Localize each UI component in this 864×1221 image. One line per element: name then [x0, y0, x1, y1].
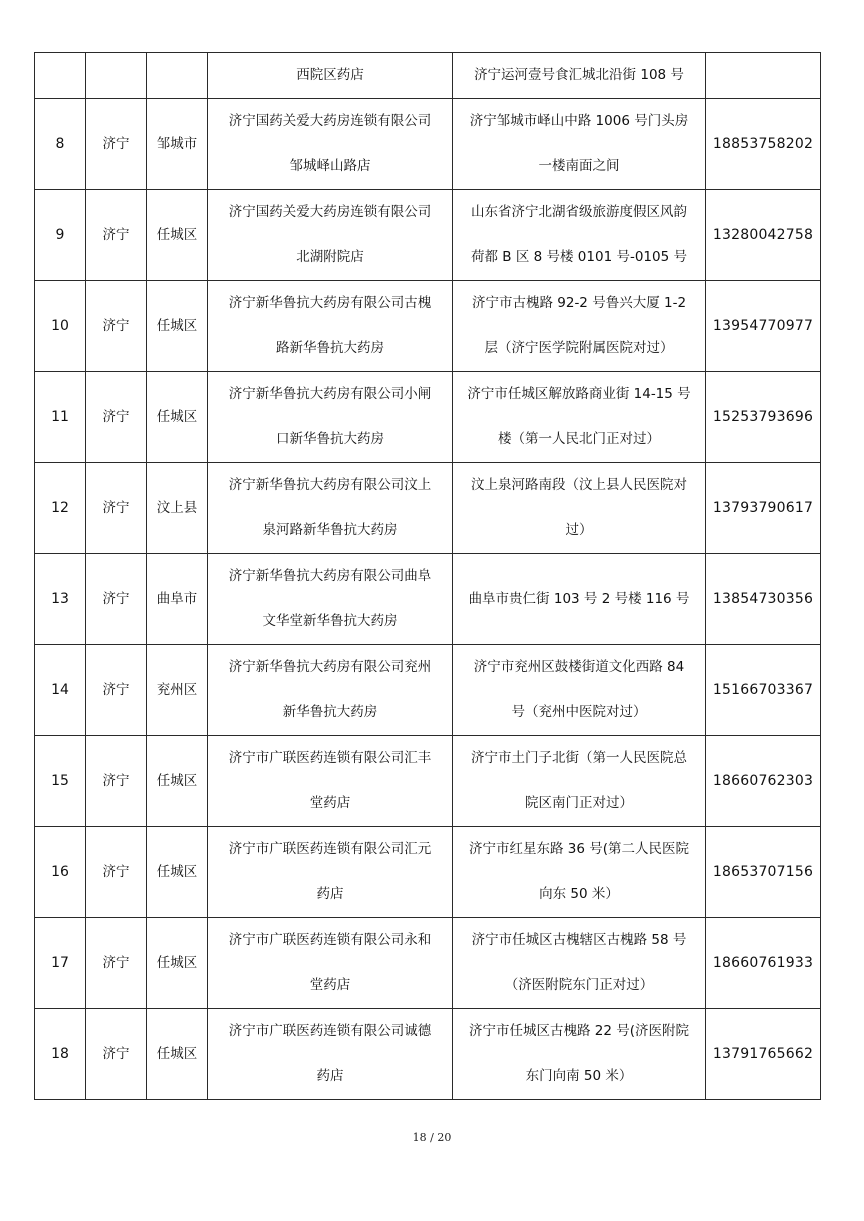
- cell-phone: 13793790617: [706, 463, 821, 554]
- cell-no: 9: [35, 190, 86, 281]
- table-row: [35, 372, 821, 463]
- cell-phone: 13280042758: [706, 190, 821, 281]
- pharmacy-name-line: 济宁市广联医药连锁有限公司永和: [228, 932, 432, 948]
- cell-pharmacy-name: [208, 281, 453, 372]
- pharmacy-name-line: 济宁新华鲁抗大药房有限公司小闸: [228, 386, 432, 402]
- cell-pharmacy-name: [208, 463, 453, 554]
- address-line: 济宁市兖州区鼓楼街道文化西路 84: [473, 659, 685, 675]
- cell-city: 济宁: [86, 645, 147, 736]
- cell-phone: 18853758202: [706, 99, 821, 190]
- cell-address: [453, 736, 706, 827]
- cell-pharmacy-name: [208, 372, 453, 463]
- cell-no: 12: [35, 463, 86, 554]
- cell-city: [86, 53, 147, 99]
- cell-pharmacy-name: [208, 554, 453, 645]
- pharmacy-name-line: 泉河路新华鲁抗大药房: [262, 522, 398, 538]
- cell-city: 济宁: [86, 99, 147, 190]
- cell-city: 济宁: [86, 281, 147, 372]
- cell-pharmacy-name: [208, 1009, 453, 1100]
- pharmacy-name-line: 济宁新华鲁抗大药房有限公司兖州: [228, 659, 432, 675]
- cell-no: 13: [35, 554, 86, 645]
- pharmacy-name-line: 济宁国药关爱大药房连锁有限公司: [228, 204, 432, 220]
- pharmacy-name-line: 西院区药店: [296, 67, 364, 83]
- pharmacy-name-line: 口新华鲁抗大药房: [276, 431, 384, 447]
- pharmacy-name-line: 药店: [316, 1068, 344, 1084]
- cell-phone: 18653707156: [706, 827, 821, 918]
- cell-pharmacy-name: [208, 645, 453, 736]
- cell-pharmacy-name: [208, 736, 453, 827]
- pharmacy-name-line: 济宁新华鲁抗大药房有限公司曲阜: [228, 568, 432, 584]
- cell-no: 11: [35, 372, 86, 463]
- cell-city: 济宁: [86, 190, 147, 281]
- cell-phone: 13954770977: [706, 281, 821, 372]
- address-line: 过）: [565, 522, 593, 538]
- cell-pharmacy-name: [208, 918, 453, 1009]
- table-row: [35, 281, 821, 372]
- pharmacy-name-line: 文华堂新华鲁抗大药房: [262, 613, 398, 629]
- cell-phone: 18660761933: [706, 918, 821, 1009]
- cell-pharmacy-name: [208, 190, 453, 281]
- pharmacy-name-line: 药店: [316, 886, 344, 902]
- cell-address: [453, 372, 706, 463]
- address-line: 号（兖州中医院对过）: [511, 704, 647, 720]
- address-line: 向东 50 米）: [539, 886, 619, 902]
- pharmacy-table: [34, 52, 821, 1100]
- address-line: 济宁运河壹号食汇城北沿街 108 号: [474, 67, 684, 83]
- cell-pharmacy-name: [208, 99, 453, 190]
- cell-no: 18: [35, 1009, 86, 1100]
- cell-district: 任城区: [147, 736, 208, 827]
- cell-address: [453, 827, 706, 918]
- cell-district: 任城区: [147, 372, 208, 463]
- cell-city: 济宁: [86, 827, 147, 918]
- cell-phone: 13854730356: [706, 554, 821, 645]
- table-row: [35, 99, 821, 190]
- pharmacy-name-line: 济宁新华鲁抗大药房有限公司汶上: [228, 477, 432, 493]
- cell-no: 10: [35, 281, 86, 372]
- cell-address: [453, 53, 706, 99]
- cell-district: 邹城市: [147, 99, 208, 190]
- table-row: [35, 463, 821, 554]
- pharmacy-name-line: 济宁市广联医药连锁有限公司诚德: [228, 1023, 432, 1039]
- cell-pharmacy-name: [208, 827, 453, 918]
- pharmacy-name-line: 北湖附院店: [296, 249, 364, 265]
- cell-address: [453, 918, 706, 1009]
- page-number: 18 / 20: [412, 1131, 452, 1144]
- cell-district: 任城区: [147, 918, 208, 1009]
- address-line: 济宁市土门子北街（第一人民医院总: [471, 750, 687, 766]
- pharmacy-name-line: 新华鲁抗大药房: [282, 704, 378, 720]
- cell-no: [35, 53, 86, 99]
- table-row-continued: [35, 53, 821, 99]
- address-line: 荷都 B 区 8 号楼 0101 号-0105 号: [471, 249, 687, 265]
- address-line: （济医附院东门正对过）: [504, 977, 654, 993]
- cell-no: 14: [35, 645, 86, 736]
- pharmacy-name-line: 济宁新华鲁抗大药房有限公司古槐: [228, 295, 432, 311]
- pharmacy-name-line: 堂药店: [309, 977, 351, 993]
- cell-city: 济宁: [86, 463, 147, 554]
- cell-district: 任城区: [147, 190, 208, 281]
- cell-address: [453, 1009, 706, 1100]
- cell-address: [453, 190, 706, 281]
- pharmacy-name-line: 邹城峄山路店: [289, 158, 371, 174]
- address-line: 济宁市任城区解放路商业街 14-15 号: [467, 386, 691, 402]
- table-row: [35, 827, 821, 918]
- table-row: [35, 554, 821, 645]
- cell-pharmacy-name: [208, 53, 453, 99]
- address-line: 层（济宁医学院附属医院对过）: [484, 340, 674, 356]
- address-line: 济宁市任城区古槐路 22 号(济医附院: [468, 1023, 690, 1039]
- cell-phone: 13791765662: [706, 1009, 821, 1100]
- cell-district: 汶上县: [147, 463, 208, 554]
- pharmacy-name-line: 济宁市广联医药连锁有限公司汇元: [228, 841, 432, 857]
- table-row: [35, 645, 821, 736]
- cell-no: 16: [35, 827, 86, 918]
- address-line: 济宁市古槐路 92-2 号鲁兴大厦 1-2: [471, 295, 687, 311]
- table-row: [35, 1009, 821, 1100]
- address-line: 济宁市任城区古槐辖区古槐路 58 号: [471, 932, 687, 948]
- cell-district: 任城区: [147, 1009, 208, 1100]
- cell-district: 任城区: [147, 281, 208, 372]
- cell-address: [453, 99, 706, 190]
- table-row: [35, 918, 821, 1009]
- address-line: 院区南门正对过）: [525, 795, 633, 811]
- cell-city: 济宁: [86, 736, 147, 827]
- address-line: 曲阜市贵仁街 103 号 2 号楼 116 号: [468, 590, 690, 607]
- cell-address: [453, 554, 706, 645]
- cell-phone: [706, 53, 821, 99]
- cell-city: 济宁: [86, 918, 147, 1009]
- pharmacy-name-line: 济宁国药关爱大药房连锁有限公司: [228, 113, 432, 129]
- table-row: [35, 736, 821, 827]
- table-row: [35, 190, 821, 281]
- cell-district: [147, 53, 208, 99]
- cell-no: 15: [35, 736, 86, 827]
- cell-phone: 18660762303: [706, 736, 821, 827]
- cell-district: 兖州区: [147, 645, 208, 736]
- address-line: 济宁市红星东路 36 号(第二人民医院: [468, 841, 690, 857]
- cell-no: 8: [35, 99, 86, 190]
- cell-address: [453, 463, 706, 554]
- address-line: 东门向南 50 米）: [525, 1068, 633, 1084]
- pharmacy-name-line: 堂药店: [309, 795, 351, 811]
- cell-city: 济宁: [86, 1009, 147, 1100]
- address-line: 济宁邹城市峄山中路 1006 号门头房: [469, 113, 689, 129]
- cell-district: 任城区: [147, 827, 208, 918]
- address-line: 楼（第一人民北门正对过）: [498, 431, 660, 447]
- address-line: 山东省济宁北湖省级旅游度假区风韵: [471, 204, 687, 220]
- cell-phone: 15166703367: [706, 645, 821, 736]
- cell-phone: 15253793696: [706, 372, 821, 463]
- cell-city: 济宁: [86, 554, 147, 645]
- pharmacy-name-line: 济宁市广联医药连锁有限公司汇丰: [228, 750, 432, 766]
- cell-address: [453, 281, 706, 372]
- address-line: 汶上泉河路南段（汶上县人民医院对: [471, 477, 687, 493]
- address-line: 一楼南面之间: [538, 158, 620, 174]
- cell-no: 17: [35, 918, 86, 1009]
- pharmacy-name-line: 路新华鲁抗大药房: [276, 340, 384, 356]
- cell-city: 济宁: [86, 372, 147, 463]
- cell-address: [453, 645, 706, 736]
- cell-district: 曲阜市: [147, 554, 208, 645]
